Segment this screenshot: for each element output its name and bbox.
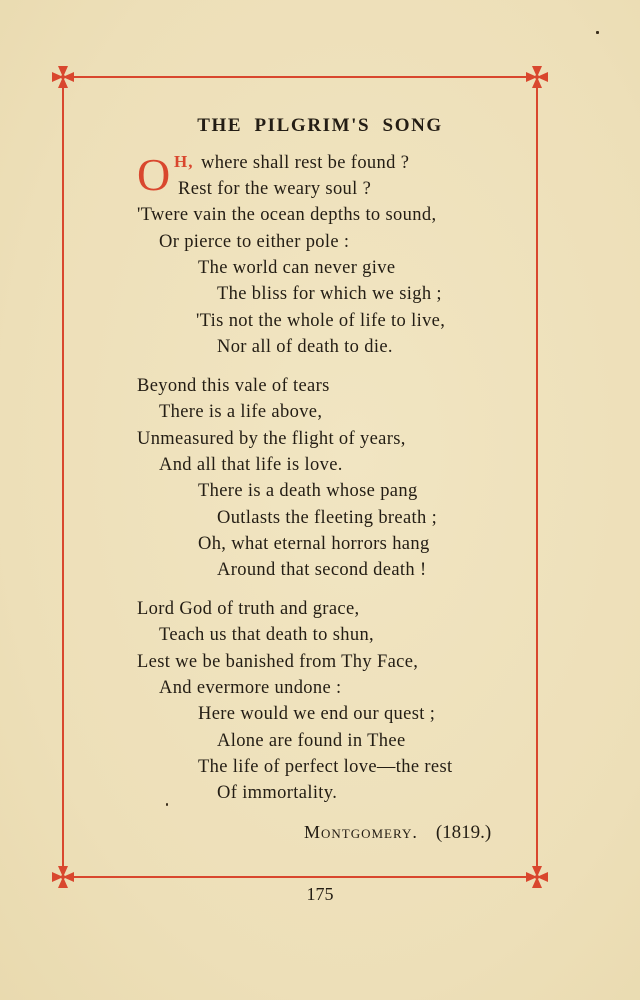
- border-rule-left: [62, 88, 64, 866]
- attribution: [304, 822, 491, 844]
- poem-line: And all that life is love.: [159, 455, 343, 475]
- border-rule-right: [536, 88, 538, 866]
- border-rule-bottom: [72, 876, 527, 878]
- print-speck: [166, 803, 168, 806]
- author-name: Montgomery.: [304, 822, 418, 842]
- poem-line: 'Twere vain the ocean depths to sound,: [137, 205, 437, 225]
- poem-line: The bliss for which we sigh ;: [217, 284, 442, 304]
- poem-line: There is a death whose pang: [198, 481, 418, 501]
- dropcap-letter: O: [137, 149, 171, 200]
- poem-line: Nor all of death to die.: [217, 337, 393, 357]
- publication-year: (1819.): [435, 822, 492, 843]
- poem-line: Rest for the weary soul ?: [178, 179, 372, 199]
- poem-line: The world can never give: [198, 258, 396, 278]
- poem-line: Or pierce to either pole :: [159, 232, 350, 252]
- poem-line: where shall rest be found ?: [201, 153, 410, 173]
- poem-line: Lord God of truth and grace,: [137, 599, 360, 619]
- poem-line: Teach us that death to shun,: [159, 625, 375, 645]
- poem-line: Oh, what eternal horrors hang: [198, 534, 430, 554]
- dropcap-smallcaps: H,: [174, 152, 194, 171]
- poem-line: The life of perfect love—the rest: [198, 757, 453, 777]
- cross-pattee-icon: [52, 66, 74, 88]
- poem-line: Around that second death !: [217, 560, 427, 580]
- cross-pattee-icon: [526, 66, 548, 88]
- poem-line: Alone are found in Thee: [217, 731, 406, 751]
- border-rule-top: [72, 76, 527, 78]
- poem-line: Here would we end our quest ;: [198, 704, 436, 724]
- poem-line: Outlasts the fleeting breath ;: [217, 508, 438, 528]
- poem-line: 'Tis not the whole of life to live,: [196, 311, 446, 331]
- poem-title: THE PILGRIM'S SONG: [197, 115, 443, 136]
- print-speck: [596, 31, 599, 34]
- page-number: 175: [306, 884, 334, 904]
- poem-line: Beyond this vale of tears: [137, 376, 330, 396]
- poem-line: Unmeasured by the flight of years,: [137, 429, 406, 449]
- poem-line: There is a life above,: [159, 402, 323, 422]
- poem-line: And evermore undone :: [159, 678, 342, 698]
- poem-line: Lest we be banished from Thy Face,: [137, 652, 419, 672]
- poem-line: Of immortality.: [217, 783, 338, 803]
